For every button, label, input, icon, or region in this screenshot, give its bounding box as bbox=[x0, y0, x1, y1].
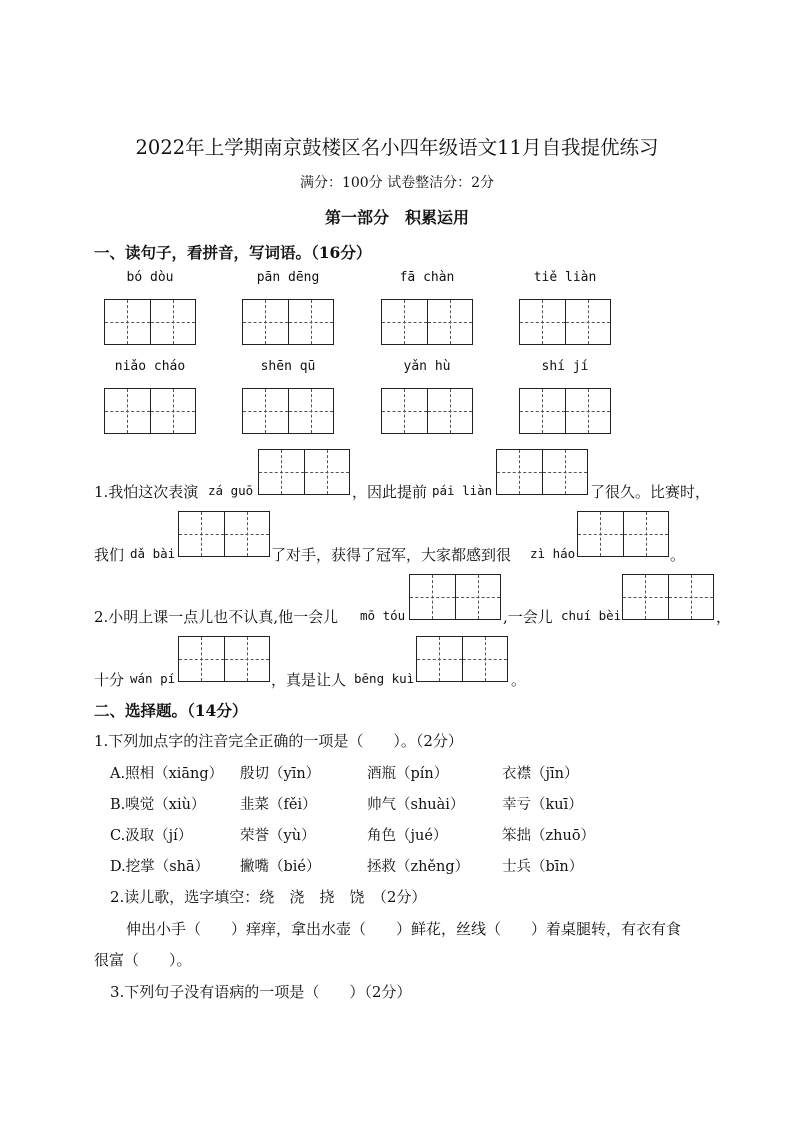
writing-grid[interactable] bbox=[519, 388, 611, 434]
section1-heading: 一、读句子，看拼音，写词语。（16分） bbox=[94, 243, 372, 262]
option-b[interactable]: B.嗅觉（xiù） bbox=[110, 797, 206, 813]
option-item: 荣誉（yù） bbox=[240, 828, 316, 844]
writing-grid[interactable] bbox=[242, 299, 334, 345]
question-1: 1.下列加点字的注音完全正确的一项是（ ）。（2分） bbox=[94, 732, 463, 750]
question-2-text: 伸出小手（ ）痒痒，拿出水壶（ ）鲜花，丝线（ ）着桌腿转，有衣有食 bbox=[126, 920, 682, 938]
inline-pinyin: dǎ bài bbox=[130, 546, 176, 561]
writing-grid[interactable] bbox=[104, 388, 196, 434]
option-item: 韭菜（fěi） bbox=[240, 797, 317, 813]
question-3: 3.下列句子没有语病的一项是（ ）（2分） bbox=[110, 983, 412, 1001]
writing-grid[interactable] bbox=[242, 388, 334, 434]
inline-pinyin: pái liàn bbox=[432, 483, 493, 498]
sentence-text: 1.我怕这次表演 bbox=[94, 483, 199, 501]
option-item: 帅气（shuài） bbox=[367, 797, 465, 813]
writing-grid[interactable] bbox=[519, 299, 611, 345]
part-heading: 第一部分 积累运用 bbox=[324, 208, 469, 227]
writing-grid[interactable] bbox=[496, 449, 588, 495]
pinyin-label: pān dēng bbox=[256, 270, 320, 285]
sentence-text: 。 bbox=[670, 546, 686, 564]
option-item: 士兵（bīn） bbox=[502, 859, 584, 875]
pinyin-label: yǎn hù bbox=[403, 359, 451, 374]
sentence-text: 十分 bbox=[94, 671, 125, 689]
inline-pinyin: wán pí bbox=[130, 671, 176, 686]
sentence-text: ,一会儿 bbox=[503, 608, 553, 626]
pinyin-label: tiě liàn bbox=[533, 270, 597, 285]
sentence-text: 我们 bbox=[94, 546, 125, 564]
writing-grid[interactable] bbox=[258, 449, 350, 495]
writing-grid[interactable] bbox=[381, 388, 473, 434]
pinyin-label: shēn qū bbox=[260, 359, 316, 374]
inline-pinyin: chuí bèi bbox=[561, 608, 622, 623]
sentence-text: 。 bbox=[511, 671, 527, 689]
question-2: 2.读儿歌，选字填空：绕 浇 挠 饶 （2分） bbox=[110, 888, 427, 906]
inline-pinyin: mō tóu bbox=[360, 608, 406, 623]
option-item: 角色（jué） bbox=[367, 828, 448, 844]
sentence-text: 2.小明上课一点儿也不认真,他一会儿 bbox=[94, 608, 339, 626]
option-d[interactable]: D.挖掌（shā） bbox=[110, 859, 210, 875]
pinyin-label: fā chàn bbox=[399, 270, 455, 285]
pinyin-label: bó dòu bbox=[126, 270, 174, 285]
writing-grid[interactable] bbox=[409, 574, 501, 620]
sentence-text: 了很久。比赛时， bbox=[590, 483, 711, 501]
sentence-text: ，真是让人 bbox=[271, 671, 347, 689]
sentence-text: ，因此提前 bbox=[352, 483, 428, 501]
score-info: 满分：100分 试卷整洁分：2分 bbox=[299, 175, 495, 191]
option-c[interactable]: C.汲取（jí） bbox=[110, 828, 193, 844]
question-2-text: 很富（ ）。 bbox=[94, 951, 192, 969]
option-item: 笨拙（zhuō） bbox=[502, 828, 596, 844]
writing-grid[interactable] bbox=[577, 511, 669, 557]
option-item: 拯救（zhěng） bbox=[367, 859, 470, 875]
section2-heading: 二、选择题。（14分） bbox=[94, 701, 248, 720]
writing-grid[interactable] bbox=[104, 299, 196, 345]
pinyin-label: shí jí bbox=[541, 359, 589, 374]
option-item: 撇嘴（bié） bbox=[240, 859, 321, 875]
sentence-text: 了对手，获得了冠军，大家都感到很 bbox=[271, 546, 512, 564]
inline-pinyin: zì háo bbox=[530, 546, 576, 561]
option-a[interactable]: A.照相（xiāng） bbox=[110, 766, 224, 782]
writing-grid[interactable] bbox=[381, 299, 473, 345]
inline-pinyin: zá guō bbox=[208, 483, 254, 498]
sentence-text: ， bbox=[716, 608, 732, 626]
option-item: 幸亏（kuī） bbox=[502, 797, 583, 813]
writing-grid[interactable] bbox=[178, 511, 270, 557]
option-item: 殷切（yīn） bbox=[240, 766, 321, 782]
option-item: 衣襟（jīn） bbox=[502, 766, 579, 782]
writing-grid[interactable] bbox=[416, 636, 508, 682]
inline-pinyin: bēng kuì bbox=[354, 671, 415, 686]
option-item: 酒瓶（pín） bbox=[367, 766, 449, 782]
writing-grid[interactable] bbox=[622, 574, 714, 620]
pinyin-label: niǎo cháo bbox=[114, 359, 186, 374]
writing-grid[interactable] bbox=[178, 636, 270, 682]
page-title: 2022年上学期南京鼓楼区名小四年级语文11月自我提优练习 bbox=[135, 136, 659, 159]
